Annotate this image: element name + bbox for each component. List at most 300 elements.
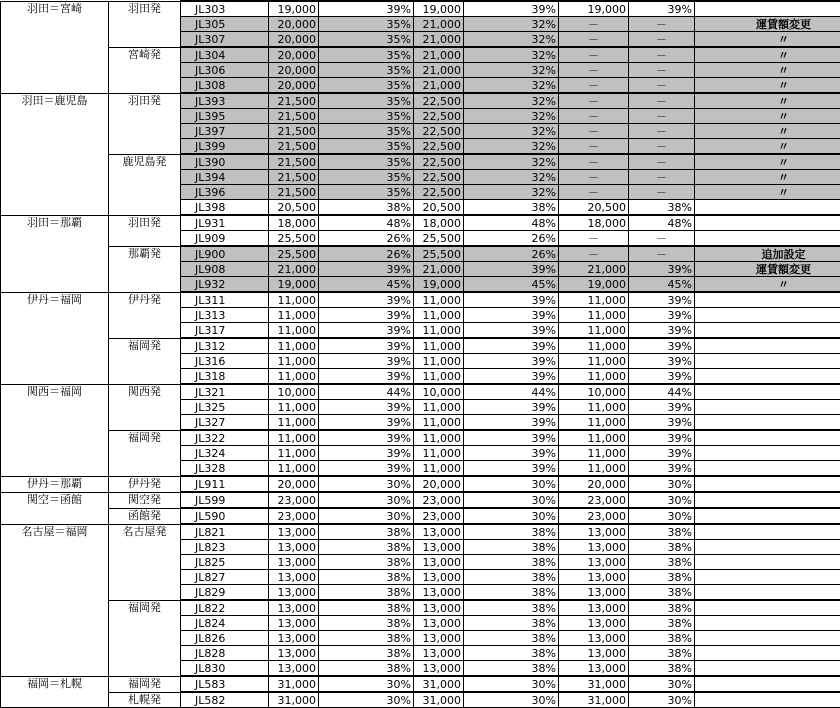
discount-b: 38% (464, 200, 559, 216)
fare-b: 20,000 (414, 476, 464, 492)
fare-a: 23,000 (269, 508, 319, 524)
discount-b: 30% (464, 508, 559, 524)
discount-a: 38% (319, 646, 414, 661)
flight-number: JL825 (181, 555, 269, 570)
fare-b: 13,000 (414, 616, 464, 631)
table-row (1, 476, 840, 492)
flight-number: JL599 (181, 492, 269, 508)
discount-c: － (629, 154, 695, 170)
discount-c: 45% (629, 277, 695, 293)
flight-number: JL322 (181, 430, 269, 446)
table-row (1, 524, 840, 540)
change-note (695, 508, 840, 524)
fare-c: － (559, 170, 629, 185)
flight-number: JL327 (181, 415, 269, 431)
table-row (1, 492, 840, 508)
table-row (1, 676, 840, 692)
fare-a: 31,000 (269, 692, 319, 708)
flight-number: JL830 (181, 661, 269, 677)
fare-a: 13,000 (269, 646, 319, 661)
fare-c: 11,000 (559, 292, 629, 308)
discount-c: 39% (629, 430, 695, 446)
discount-b: 39% (464, 446, 559, 461)
change-note (695, 323, 840, 339)
change-note: 〃 (695, 78, 840, 94)
flight-number: JL911 (181, 476, 269, 492)
departure-direction: 名古屋発 (109, 524, 181, 600)
discount-c: － (629, 124, 695, 139)
change-note: 〃 (695, 139, 840, 155)
fare-b: 22,500 (414, 124, 464, 139)
fare-a: 13,000 (269, 585, 319, 601)
discount-a: 30% (319, 476, 414, 492)
fare-b: 21,000 (414, 47, 464, 63)
table-row (1, 384, 840, 400)
fare-c: 13,000 (559, 524, 629, 540)
discount-c: 39% (629, 415, 695, 431)
departure-direction: 福岡発 (109, 338, 181, 384)
departure-direction: 福岡発 (109, 676, 181, 692)
discount-c: － (629, 109, 695, 124)
departure-direction: 羽田発 (109, 93, 181, 154)
discount-a: 35% (319, 63, 414, 78)
discount-b: 39% (464, 338, 559, 354)
fare-b: 22,500 (414, 170, 464, 185)
discount-a: 30% (319, 508, 414, 524)
discount-c: － (629, 185, 695, 200)
discount-a: 35% (319, 78, 414, 94)
discount-b: 38% (464, 631, 559, 646)
flight-number: JL398 (181, 200, 269, 216)
fare-a: 11,000 (269, 292, 319, 308)
discount-c: 39% (629, 338, 695, 354)
discount-c: 30% (629, 508, 695, 524)
flight-number: JL932 (181, 277, 269, 293)
discount-a: 39% (319, 262, 414, 277)
fare-c: 13,000 (559, 661, 629, 677)
fare-c: 11,000 (559, 446, 629, 461)
flight-number: JL827 (181, 570, 269, 585)
discount-c: 38% (629, 600, 695, 616)
discount-b: 39% (464, 415, 559, 431)
fare-b: 22,500 (414, 109, 464, 124)
flight-number: JL325 (181, 400, 269, 415)
discount-b: 39% (464, 1, 559, 17)
fare-c: 13,000 (559, 540, 629, 555)
discount-a: 30% (319, 492, 414, 508)
route-name: 関西＝福岡 (1, 384, 109, 476)
fare-b: 20,500 (414, 200, 464, 216)
discount-a: 38% (319, 585, 414, 601)
flight-number: JL312 (181, 338, 269, 354)
fare-a: 11,000 (269, 446, 319, 461)
discount-a: 35% (319, 17, 414, 32)
change-note (695, 600, 840, 616)
discount-b: 32% (464, 154, 559, 170)
fare-c: － (559, 246, 629, 262)
departure-direction: 福岡発 (109, 430, 181, 476)
table-row (1, 93, 840, 109)
discount-b: 30% (464, 692, 559, 708)
fare-c: 31,000 (559, 676, 629, 692)
discount-a: 39% (319, 415, 414, 431)
discount-c: － (629, 78, 695, 94)
discount-b: 32% (464, 47, 559, 63)
fare-a: 20,000 (269, 47, 319, 63)
flight-number: JL308 (181, 78, 269, 94)
discount-c: 39% (629, 323, 695, 339)
departure-direction: 羽田発 (109, 1, 181, 47)
discount-a: 39% (319, 292, 414, 308)
fare-a: 20,000 (269, 476, 319, 492)
discount-b: 39% (464, 461, 559, 477)
fare-b: 21,000 (414, 63, 464, 78)
fare-a: 21,500 (269, 109, 319, 124)
fare-b: 11,000 (414, 354, 464, 369)
flight-number: JL393 (181, 93, 269, 109)
flight-number: JL582 (181, 692, 269, 708)
discount-c: 38% (629, 540, 695, 555)
discount-b: 30% (464, 492, 559, 508)
fare-b: 11,000 (414, 415, 464, 431)
change-note: 〃 (695, 63, 840, 78)
fare-b: 13,000 (414, 555, 464, 570)
change-note: 〃 (695, 154, 840, 170)
change-note: 〃 (695, 170, 840, 185)
discount-a: 39% (319, 430, 414, 446)
fare-b: 21,000 (414, 17, 464, 32)
discount-b: 39% (464, 354, 559, 369)
table-row (1, 47, 840, 63)
discount-b: 39% (464, 430, 559, 446)
table-row (1, 154, 840, 170)
discount-b: 32% (464, 139, 559, 155)
discount-b: 38% (464, 646, 559, 661)
route-name: 羽田＝那覇 (1, 215, 109, 292)
discount-a: 39% (319, 1, 414, 17)
fare-c: 11,000 (559, 354, 629, 369)
change-note (695, 646, 840, 661)
departure-direction: 宮崎発 (109, 47, 181, 93)
discount-b: 38% (464, 524, 559, 540)
fare-a: 11,000 (269, 430, 319, 446)
fare-c: 10,000 (559, 384, 629, 400)
fare-c: 11,000 (559, 323, 629, 339)
fare-c: 20,000 (559, 476, 629, 492)
change-note: 〃 (695, 109, 840, 124)
change-note: 〃 (695, 47, 840, 63)
flight-number: JL823 (181, 540, 269, 555)
discount-b: 38% (464, 570, 559, 585)
change-note (695, 585, 840, 601)
fare-b: 11,000 (414, 338, 464, 354)
table-row (1, 338, 840, 354)
flight-number: JL824 (181, 616, 269, 631)
fare-b: 11,000 (414, 369, 464, 385)
discount-a: 35% (319, 139, 414, 155)
discount-b: 26% (464, 246, 559, 262)
route-name: 羽田＝鹿児島 (1, 93, 109, 215)
discount-a: 35% (319, 124, 414, 139)
fare-c: 21,000 (559, 262, 629, 277)
fare-a: 25,500 (269, 246, 319, 262)
change-note (695, 492, 840, 508)
change-note (695, 570, 840, 585)
change-note (695, 524, 840, 540)
change-note (695, 338, 840, 354)
fare-c: － (559, 154, 629, 170)
discount-c: 38% (629, 524, 695, 540)
fare-b: 11,000 (414, 461, 464, 477)
table-row (1, 508, 840, 524)
discount-a: 35% (319, 32, 414, 48)
discount-c: 39% (629, 369, 695, 385)
discount-a: 35% (319, 185, 414, 200)
fare-b: 13,000 (414, 661, 464, 677)
flight-number: JL396 (181, 185, 269, 200)
discount-b: 39% (464, 292, 559, 308)
discount-b: 32% (464, 93, 559, 109)
change-note (695, 676, 840, 692)
fare-c: 11,000 (559, 338, 629, 354)
departure-direction: 鹿児島発 (109, 154, 181, 215)
fare-b: 13,000 (414, 600, 464, 616)
discount-b: 32% (464, 63, 559, 78)
discount-c: 38% (629, 616, 695, 631)
fare-c: 18,000 (559, 215, 629, 231)
flight-number: JL909 (181, 231, 269, 247)
flight-number: JL305 (181, 17, 269, 32)
fare-a: 21,500 (269, 185, 319, 200)
discount-b: 38% (464, 616, 559, 631)
flight-number: JL324 (181, 446, 269, 461)
fare-c: 11,000 (559, 369, 629, 385)
fare-a: 10,000 (269, 384, 319, 400)
flight-number: JL397 (181, 124, 269, 139)
change-note (695, 369, 840, 385)
fare-c: 13,000 (559, 555, 629, 570)
table-row (1, 430, 840, 446)
departure-direction: 函館発 (109, 508, 181, 524)
fare-a: 20,000 (269, 63, 319, 78)
fare-a: 21,500 (269, 154, 319, 170)
fare-a: 11,000 (269, 369, 319, 385)
fare-a: 11,000 (269, 461, 319, 477)
flight-number: JL399 (181, 139, 269, 155)
discount-b: 39% (464, 308, 559, 323)
discount-a: 38% (319, 200, 414, 216)
fare-a: 19,000 (269, 277, 319, 293)
fare-b: 31,000 (414, 692, 464, 708)
fare-c: 11,000 (559, 461, 629, 477)
fare-b: 31,000 (414, 676, 464, 692)
discount-c: － (629, 246, 695, 262)
fare-b: 22,500 (414, 93, 464, 109)
discount-c: 39% (629, 354, 695, 369)
discount-a: 35% (319, 170, 414, 185)
fare-table-body (1, 1, 840, 708)
table-row (1, 692, 840, 708)
discount-a: 35% (319, 47, 414, 63)
fare-a: 13,000 (269, 570, 319, 585)
flight-number: JL328 (181, 461, 269, 477)
table-row (1, 1, 840, 17)
change-note (695, 215, 840, 231)
change-note (695, 631, 840, 646)
fare-b: 11,000 (414, 400, 464, 415)
fare-a: 25,500 (269, 231, 319, 247)
change-note: 追加設定 (695, 246, 840, 262)
change-note (695, 400, 840, 415)
discount-a: 38% (319, 524, 414, 540)
discount-b: 48% (464, 215, 559, 231)
flight-number: JL311 (181, 292, 269, 308)
fare-a: 19,000 (269, 1, 319, 17)
flight-number: JL826 (181, 631, 269, 646)
fare-b: 10,000 (414, 384, 464, 400)
discount-a: 38% (319, 616, 414, 631)
discount-b: 45% (464, 277, 559, 293)
fare-b: 11,000 (414, 308, 464, 323)
flight-number: JL908 (181, 262, 269, 277)
discount-a: 30% (319, 676, 414, 692)
discount-b: 32% (464, 17, 559, 32)
discount-a: 38% (319, 661, 414, 677)
discount-b: 39% (464, 369, 559, 385)
fare-a: 13,000 (269, 631, 319, 646)
discount-a: 38% (319, 555, 414, 570)
change-note: 〃 (695, 93, 840, 109)
discount-c: 38% (629, 646, 695, 661)
discount-a: 30% (319, 692, 414, 708)
discount-c: 38% (629, 631, 695, 646)
fare-c: 13,000 (559, 616, 629, 631)
discount-a: 38% (319, 600, 414, 616)
fare-c: － (559, 32, 629, 48)
fare-c: 19,000 (559, 277, 629, 293)
fare-c: － (559, 47, 629, 63)
discount-c: 38% (629, 585, 695, 601)
discount-c: － (629, 32, 695, 48)
departure-direction: 伊丹発 (109, 292, 181, 338)
change-note (695, 692, 840, 708)
fare-a: 21,500 (269, 170, 319, 185)
flight-number: JL395 (181, 109, 269, 124)
table-row (1, 292, 840, 308)
discount-c: 38% (629, 200, 695, 216)
discount-c: － (629, 17, 695, 32)
discount-b: 32% (464, 170, 559, 185)
fare-b: 22,500 (414, 139, 464, 155)
discount-a: 39% (319, 369, 414, 385)
change-note (695, 616, 840, 631)
route-name: 関空＝函館 (1, 492, 109, 524)
fare-b: 13,000 (414, 631, 464, 646)
fare-b: 11,000 (414, 292, 464, 308)
fare-a: 21,000 (269, 262, 319, 277)
fare-c: 13,000 (559, 646, 629, 661)
change-note (695, 661, 840, 677)
fare-a: 20,500 (269, 200, 319, 216)
fare-c: 13,000 (559, 585, 629, 601)
discount-a: 35% (319, 154, 414, 170)
discount-c: 30% (629, 692, 695, 708)
fare-c: － (559, 93, 629, 109)
fare-a: 20,000 (269, 78, 319, 94)
change-note (695, 430, 840, 446)
flight-number: JL321 (181, 384, 269, 400)
fare-c: 11,000 (559, 415, 629, 431)
flight-number: JL394 (181, 170, 269, 185)
departure-direction: 関空発 (109, 492, 181, 508)
fare-c: 20,500 (559, 200, 629, 216)
change-note (695, 446, 840, 461)
change-note: 運賃額変更 (695, 17, 840, 32)
discount-a: 35% (319, 93, 414, 109)
fare-a: 13,000 (269, 540, 319, 555)
discount-c: － (629, 170, 695, 185)
fare-a: 21,500 (269, 124, 319, 139)
fare-c: － (559, 124, 629, 139)
flight-number: JL821 (181, 524, 269, 540)
discount-b: 38% (464, 540, 559, 555)
discount-c: 39% (629, 461, 695, 477)
fare-c: 23,000 (559, 492, 629, 508)
discount-b: 39% (464, 262, 559, 277)
fare-b: 23,000 (414, 492, 464, 508)
fare-b: 18,000 (414, 215, 464, 231)
discount-a: 35% (319, 109, 414, 124)
fare-b: 11,000 (414, 446, 464, 461)
change-note: 〃 (695, 124, 840, 139)
discount-c: 48% (629, 215, 695, 231)
table-row (1, 600, 840, 616)
discount-a: 38% (319, 631, 414, 646)
fare-a: 20,000 (269, 32, 319, 48)
discount-b: 44% (464, 384, 559, 400)
flight-number: JL307 (181, 32, 269, 48)
flight-number: JL590 (181, 508, 269, 524)
flight-number: JL822 (181, 600, 269, 616)
flight-number: JL306 (181, 63, 269, 78)
route-name: 羽田＝宮崎 (1, 1, 109, 93)
fare-b: 22,500 (414, 154, 464, 170)
discount-c: 39% (629, 400, 695, 415)
discount-a: 39% (319, 446, 414, 461)
discount-a: 39% (319, 354, 414, 369)
fare-b: 11,000 (414, 323, 464, 339)
discount-b: 32% (464, 185, 559, 200)
change-note (695, 292, 840, 308)
flight-number: JL828 (181, 646, 269, 661)
fare-a: 11,000 (269, 400, 319, 415)
change-note: 運賃額変更 (695, 262, 840, 277)
discount-c: － (629, 63, 695, 78)
discount-c: － (629, 47, 695, 63)
discount-c: 39% (629, 262, 695, 277)
fare-a: 18,000 (269, 215, 319, 231)
discount-b: 30% (464, 476, 559, 492)
flight-number: JL583 (181, 676, 269, 692)
fare-a: 11,000 (269, 323, 319, 339)
fare-c: － (559, 17, 629, 32)
flight-number: JL304 (181, 47, 269, 63)
fare-a: 11,000 (269, 308, 319, 323)
change-note (695, 308, 840, 323)
fare-b: 25,500 (414, 246, 464, 262)
table-row (1, 215, 840, 231)
flight-number: JL313 (181, 308, 269, 323)
